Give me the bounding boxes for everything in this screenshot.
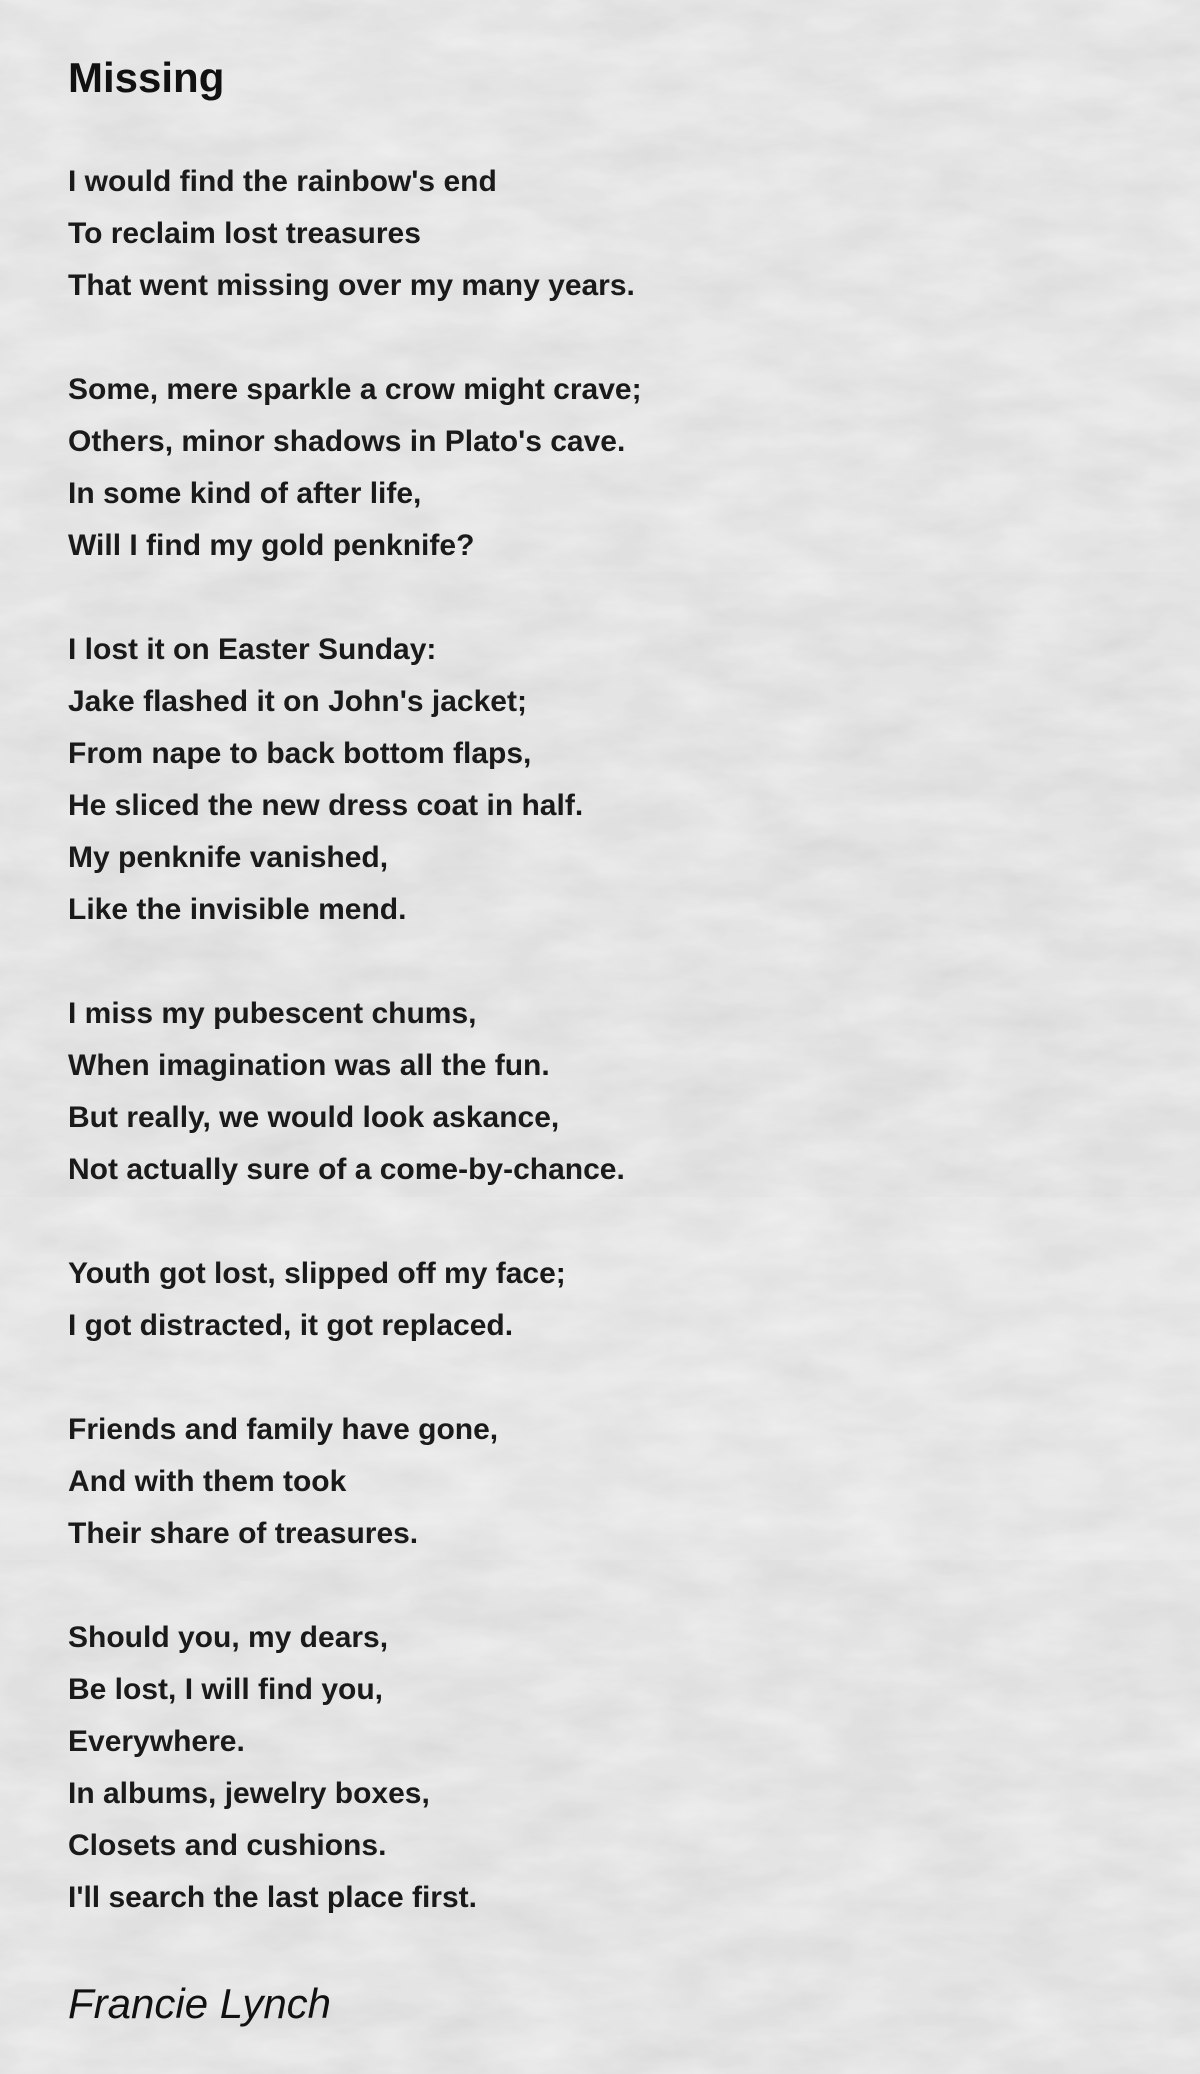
poem-line: Their share of treasures. [68, 1517, 419, 1550]
poem-line: Not actually sure of a come-by-chance. [68, 1153, 625, 1186]
poem-line: And with them took [68, 1465, 347, 1498]
stanza [68, 364, 1148, 572]
poem-line: Youth got lost, slipped off my face; [68, 1257, 566, 1290]
poem-line: Should you, my dears, [68, 1621, 389, 1654]
poem-line: I'll search the last place first. [68, 1881, 477, 1914]
poem-line: In some kind of after life, [68, 477, 422, 510]
poem-line: From nape to back bottom flaps, [68, 737, 532, 770]
poem-line: But really, we would look askance, [68, 1101, 560, 1134]
poem-line: Others, minor shadows in Plato's cave. [68, 425, 626, 458]
poem-author: Francie Lynch [68, 1980, 332, 2027]
poem-line: I lost it on Easter Sunday: [68, 633, 437, 666]
poem-title: Missing [68, 54, 225, 101]
poem [68, 50, 1148, 2032]
poem-line: My penknife vanished, [68, 841, 389, 874]
poem-line: Jake flashed it on John's jacket; [68, 685, 527, 718]
poem-line: That went missing over my many years. [68, 269, 635, 302]
poem-line: Be lost, I will find you, [68, 1673, 384, 1706]
stanza [68, 1612, 1148, 1924]
stanza [68, 1248, 1148, 1352]
poem-line: He sliced the new dress coat in half. [68, 789, 584, 822]
poem-line: To reclaim lost treasures [68, 217, 421, 250]
stanza [68, 988, 1148, 1196]
poem-line: In albums, jewelry boxes, [68, 1777, 430, 1810]
stanza [68, 1404, 1148, 1560]
stanza [68, 156, 1148, 312]
poem-line: I miss my pubescent chums, [68, 997, 477, 1030]
poem-line: I would find the rainbow's end [68, 165, 497, 198]
poem-line: Some, mere sparkle a crow might crave; [68, 373, 642, 406]
poem-line: Everywhere. [68, 1725, 245, 1758]
stanza [68, 624, 1148, 936]
poem-line: Closets and cushions. [68, 1829, 387, 1862]
poem-line: Like the invisible mend. [68, 893, 407, 926]
poem-line: Friends and family have gone, [68, 1413, 499, 1446]
poem-line: When imagination was all the fun. [68, 1049, 550, 1082]
poem-line: I got distracted, it got replaced. [68, 1309, 514, 1342]
poem-line: Will I find my gold penknife? [68, 529, 475, 562]
